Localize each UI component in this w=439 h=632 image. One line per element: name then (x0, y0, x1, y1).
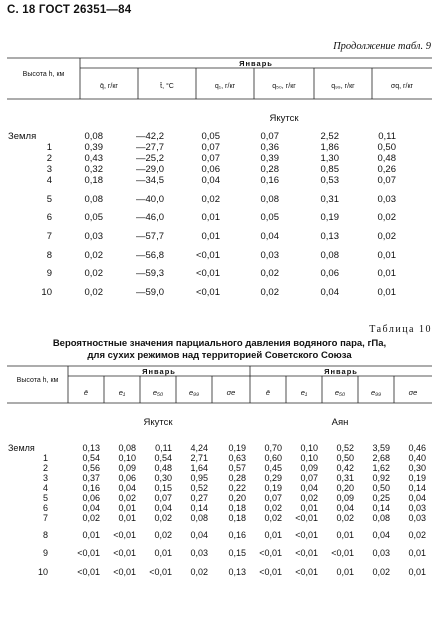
table-cell: 0,03 (408, 513, 426, 523)
row-height-label: 5 (46, 194, 52, 205)
table-cell: 0,10 (118, 453, 136, 463)
column-header: q₁, г/кг (214, 83, 236, 90)
table-cell: 0,48 (154, 463, 172, 473)
table-cell: 0,01 (82, 530, 100, 540)
table-cell: 0,92 (372, 473, 390, 483)
column-header: q̄, г/кг (100, 83, 118, 90)
table-cell: 0,09 (336, 493, 354, 503)
table-cell: 0,05 (260, 212, 279, 223)
table-cell: 0,02 (118, 493, 136, 503)
table-cell: 0,18 (84, 175, 103, 186)
table-cell: 0,07 (377, 175, 396, 186)
table-cell: 0,08 (84, 131, 103, 142)
row-height-label: 5 (42, 493, 48, 503)
table-cell: 0,13 (320, 231, 339, 242)
column-header: e₉₉ (188, 388, 200, 397)
table-cell: 0,01 (118, 503, 136, 513)
table-cell: 0,01 (377, 287, 396, 298)
table-cell: 0,02 (190, 567, 208, 577)
table-cell: 0,56 (82, 463, 100, 473)
table-cell: 0,95 (190, 473, 208, 483)
table-cell: 0,30 (408, 463, 426, 473)
table-cell: <0,01 (195, 268, 220, 279)
table-cell: <0,01 (259, 567, 282, 577)
row-height-label: 3 (46, 164, 52, 175)
table-cell: 0,19 (228, 443, 246, 453)
table-cell: 0,01 (336, 530, 354, 540)
row-height-label: 9 (42, 548, 48, 558)
table-cell: 4,24 (190, 443, 208, 453)
table-cell: 0,02 (336, 513, 354, 523)
table-cell: <0,01 (295, 567, 318, 577)
table-cell: 0,01 (408, 548, 426, 558)
city-label-right: Аян (331, 417, 349, 428)
table-cell: 0,31 (336, 473, 354, 483)
table-cell: 0,01 (336, 567, 354, 577)
table-cell: 0,08 (372, 513, 390, 523)
column-header: q₅₀, г/кг (272, 83, 296, 90)
table-cell: 0,04 (300, 483, 318, 493)
table-cell: 0,14 (372, 503, 390, 513)
row-height-label: 10 (37, 567, 48, 577)
table-cell: 0,18 (228, 513, 246, 523)
table-cell: 0,02 (84, 250, 103, 261)
column-header: e₁ (118, 388, 126, 397)
height-column-header: Высота h, км (22, 71, 65, 78)
table-cell: 0,14 (408, 483, 426, 493)
table-title-line: для сухих режимов над территорией Советского Союза (87, 350, 352, 361)
table-cell: 0,54 (82, 453, 100, 463)
table-cell: 0,52 (190, 483, 208, 493)
table-cell: 0,04 (154, 503, 172, 513)
table-cell: 0,02 (372, 567, 390, 577)
table-cell: 0,50 (377, 142, 396, 153)
table-cell: <0,01 (295, 548, 318, 558)
table-cell: <0,01 (77, 567, 100, 577)
column-header: σe (226, 388, 236, 397)
table-cell: 0,06 (82, 493, 100, 503)
table-cell: —40,0 (136, 194, 164, 205)
table-cell: 0,04 (190, 530, 208, 540)
table-cell: 0,60 (264, 453, 282, 463)
table-cell: 0,39 (260, 153, 279, 164)
row-height-label: 6 (42, 503, 48, 513)
city-label: Якутск (269, 113, 299, 124)
table-cell: 0,01 (377, 268, 396, 279)
table-cell: 0,05 (201, 131, 220, 142)
table-cell: 0,50 (336, 453, 354, 463)
table-cell: 0,19 (264, 483, 282, 493)
table-cell: 0,10 (300, 443, 318, 453)
table-cell: <0,01 (195, 250, 220, 261)
table-cell: 0,03 (377, 194, 396, 205)
table-cell: 0,31 (320, 194, 339, 205)
table-cell: —25,2 (136, 153, 164, 164)
table-cell: 0,28 (228, 473, 246, 483)
table-cell: —59,3 (136, 268, 164, 279)
table-cell: 0,08 (84, 194, 103, 205)
row-height-label: Земля (8, 131, 37, 142)
table-cell: 0,06 (201, 164, 220, 175)
table-cell: 1,64 (190, 463, 208, 473)
table-title-line: Вероятностные значения парциального давления водяного пара, гПа, (52, 338, 387, 349)
table-cell: 0,01 (300, 503, 318, 513)
table-number: Таблица 10 (369, 324, 432, 335)
table-cell: —59,0 (136, 287, 164, 298)
page-header: С. 18 ГОСТ 26351—84 (7, 4, 132, 16)
table-cell: 3,59 (372, 443, 390, 453)
row-height-label: 9 (46, 268, 52, 279)
table-cell: 0,40 (408, 453, 426, 463)
table-cell: 0,01 (201, 231, 220, 242)
month-header: Январь (239, 59, 273, 68)
table-cell: 0,01 (154, 548, 172, 558)
table-title (0, 338, 439, 362)
table-cell: 1,30 (320, 153, 339, 164)
table-cell: —29,0 (136, 164, 164, 175)
table-cell: 0,03 (84, 231, 103, 242)
table-cell: 0,36 (260, 142, 279, 153)
table-cell: 2,52 (320, 131, 339, 142)
column-header: e₅₀ (334, 388, 346, 397)
row-height-label: Земля (8, 443, 35, 453)
table-cell: 0,26 (377, 164, 396, 175)
table-cell: 0,02 (154, 530, 172, 540)
table-cell: 0,01 (118, 513, 136, 523)
row-height-label: 2 (42, 463, 48, 473)
table-cell: <0,01 (295, 513, 318, 523)
table-cell: 0,37 (82, 473, 100, 483)
table-cell: 0,28 (260, 164, 279, 175)
table-cell: 0,07 (201, 153, 220, 164)
column-header: q₉₉, г/кг (331, 83, 355, 90)
table-cell: 0,07 (300, 473, 318, 483)
table-cell: <0,01 (195, 287, 220, 298)
table-cell: <0,01 (77, 548, 100, 558)
row-height-label: 10 (41, 287, 52, 298)
table-cell: 2,68 (372, 453, 390, 463)
table-cell: 0,04 (118, 483, 136, 493)
table-cell: 0,02 (260, 287, 279, 298)
table-cell: 0,16 (228, 530, 246, 540)
table-cell: 0,25 (372, 493, 390, 503)
table-cell: <0,01 (331, 548, 354, 558)
table-cell: 0,09 (300, 463, 318, 473)
table-cell: —42,2 (136, 131, 164, 142)
table-cell: 1,62 (372, 463, 390, 473)
column-header: e₁ (300, 388, 308, 397)
table-cell: 0,02 (408, 530, 426, 540)
column-header: e₅₀ (152, 388, 164, 397)
row-height-label: 3 (42, 473, 48, 483)
table-cell: 0,02 (264, 503, 282, 513)
table-cell: 0,14 (190, 503, 208, 513)
table-cell: 0,01 (264, 530, 282, 540)
table-cell: 0,54 (154, 453, 172, 463)
table-cell: 0,02 (377, 231, 396, 242)
month-header-left: Январь (142, 367, 176, 376)
column-header: σe (408, 388, 418, 397)
table-cell: 0,01 (201, 212, 220, 223)
row-height-label: 7 (42, 513, 48, 523)
table-cell: 0,07 (154, 493, 172, 503)
table-cell: 0,13 (228, 567, 246, 577)
table-cell: 0,13 (82, 443, 100, 453)
table-cell: <0,01 (259, 548, 282, 558)
table-cell: 0,52 (336, 443, 354, 453)
column-header: t̄, °С (160, 83, 174, 90)
table-cell: 0,07 (201, 142, 220, 153)
table-cell: 0,45 (264, 463, 282, 473)
table-cell: 0,04 (260, 231, 279, 242)
table-cell: 0,57 (228, 463, 246, 473)
table-cell: 0,08 (190, 513, 208, 523)
row-height-label: 6 (46, 212, 52, 223)
table-cell: 0,16 (82, 483, 100, 493)
table-cell: 0,10 (300, 453, 318, 463)
table-cell: 0,53 (320, 175, 339, 186)
table-cell: 0,02 (154, 513, 172, 523)
table-cell: 0,48 (377, 153, 396, 164)
table-cell: <0,01 (113, 530, 136, 540)
row-height-label: 4 (46, 175, 52, 186)
table-cell: 0,02 (84, 268, 103, 279)
table-cell: 0,04 (82, 503, 100, 513)
table-cell: 0,04 (201, 175, 220, 186)
table-cell: 0,07 (260, 131, 279, 142)
table-cell: 0,11 (155, 443, 172, 453)
row-height-label: 1 (42, 453, 48, 463)
table-cell: 0,50 (372, 483, 390, 493)
city-label-left: Якутск (143, 417, 173, 428)
month-header-right: Январь (324, 367, 358, 376)
table-cell: 0,06 (320, 268, 339, 279)
table-cell: 0,39 (84, 142, 103, 153)
column-header: ē (83, 388, 89, 397)
table-cell: 0,19 (320, 212, 339, 223)
table-cell: 0,03 (190, 548, 208, 558)
table-cell: —34,5 (136, 175, 164, 186)
table-cell: 0,01 (377, 250, 396, 261)
table-cell: 0,18 (228, 503, 246, 513)
table-cell: 0,63 (228, 453, 246, 463)
column-header: ē (265, 388, 271, 397)
table-cell: —46,0 (136, 212, 164, 223)
table-cell: 0,85 (320, 164, 339, 175)
column-header: e₉₉ (370, 388, 382, 397)
table-cell: 0,16 (260, 175, 279, 186)
row-height-label: 8 (46, 250, 52, 261)
table-cell: 0,32 (84, 164, 103, 175)
table-cell: 0,08 (118, 443, 136, 453)
table-cell: 0,19 (408, 473, 426, 483)
row-height-label: 1 (46, 142, 52, 153)
table-cell: 0,04 (408, 493, 426, 503)
table-cell: 0,42 (336, 463, 354, 473)
table-cell: 0,70 (264, 443, 282, 453)
table-cell: <0,01 (113, 548, 136, 558)
table-cell: 0,03 (372, 548, 390, 558)
row-height-label: 8 (42, 530, 48, 540)
table-cell: 0,22 (228, 483, 246, 493)
row-height-label: 4 (42, 483, 48, 493)
table-cell: 0,11 (378, 131, 396, 142)
table-cell: 0,30 (154, 473, 172, 483)
table-cell: —57,7 (136, 231, 164, 242)
table-cell: 0,06 (118, 473, 136, 483)
table-cell: 0,46 (408, 443, 426, 453)
table-cell: 0,08 (320, 250, 339, 261)
column-header: σq, г/кг (390, 83, 414, 90)
table-cell: 0,02 (260, 268, 279, 279)
table-cell: 0,05 (84, 212, 103, 223)
table-cell: 0,03 (260, 250, 279, 261)
table-cell: 0,08 (260, 194, 279, 205)
table-cell: 0,02 (377, 212, 396, 223)
table-cell: 0,15 (154, 483, 172, 493)
table-cell: —27,7 (136, 142, 164, 153)
table-cell: 0,02 (300, 493, 318, 503)
table-cell: <0,01 (113, 567, 136, 577)
row-height-label: 2 (46, 153, 52, 164)
table-cell: 0,43 (84, 153, 103, 164)
table-cell: 0,20 (228, 493, 246, 503)
table-cell: 0,02 (84, 287, 103, 298)
table-cell: 2,71 (190, 453, 208, 463)
table-cell: 0,04 (320, 287, 339, 298)
table-continuation-label: Продолжение табл. 9 (333, 41, 431, 52)
table-cell: 0,15 (228, 548, 246, 558)
table-cell: 0,04 (336, 503, 354, 513)
table-cell: 0,02 (82, 513, 100, 523)
table-cell: —56,8 (136, 250, 164, 261)
table-cell: 0,02 (264, 513, 282, 523)
table-cell: 0,07 (264, 493, 282, 503)
table-cell: 0,04 (372, 530, 390, 540)
table-cell: 0,29 (264, 473, 282, 483)
table-cell: 0,02 (201, 194, 220, 205)
table-cell: <0,01 (295, 530, 318, 540)
row-height-label: 7 (46, 231, 52, 242)
table-cell: <0,01 (149, 567, 172, 577)
table-cell: 0,03 (408, 503, 426, 513)
height-column-header: Высота h, км (16, 377, 59, 384)
table-cell: 0,20 (336, 483, 354, 493)
table-cell: 0,09 (118, 463, 136, 473)
table-cell: 0,27 (190, 493, 208, 503)
table-cell: 1,86 (320, 142, 339, 153)
table-cell: 0,01 (408, 567, 426, 577)
